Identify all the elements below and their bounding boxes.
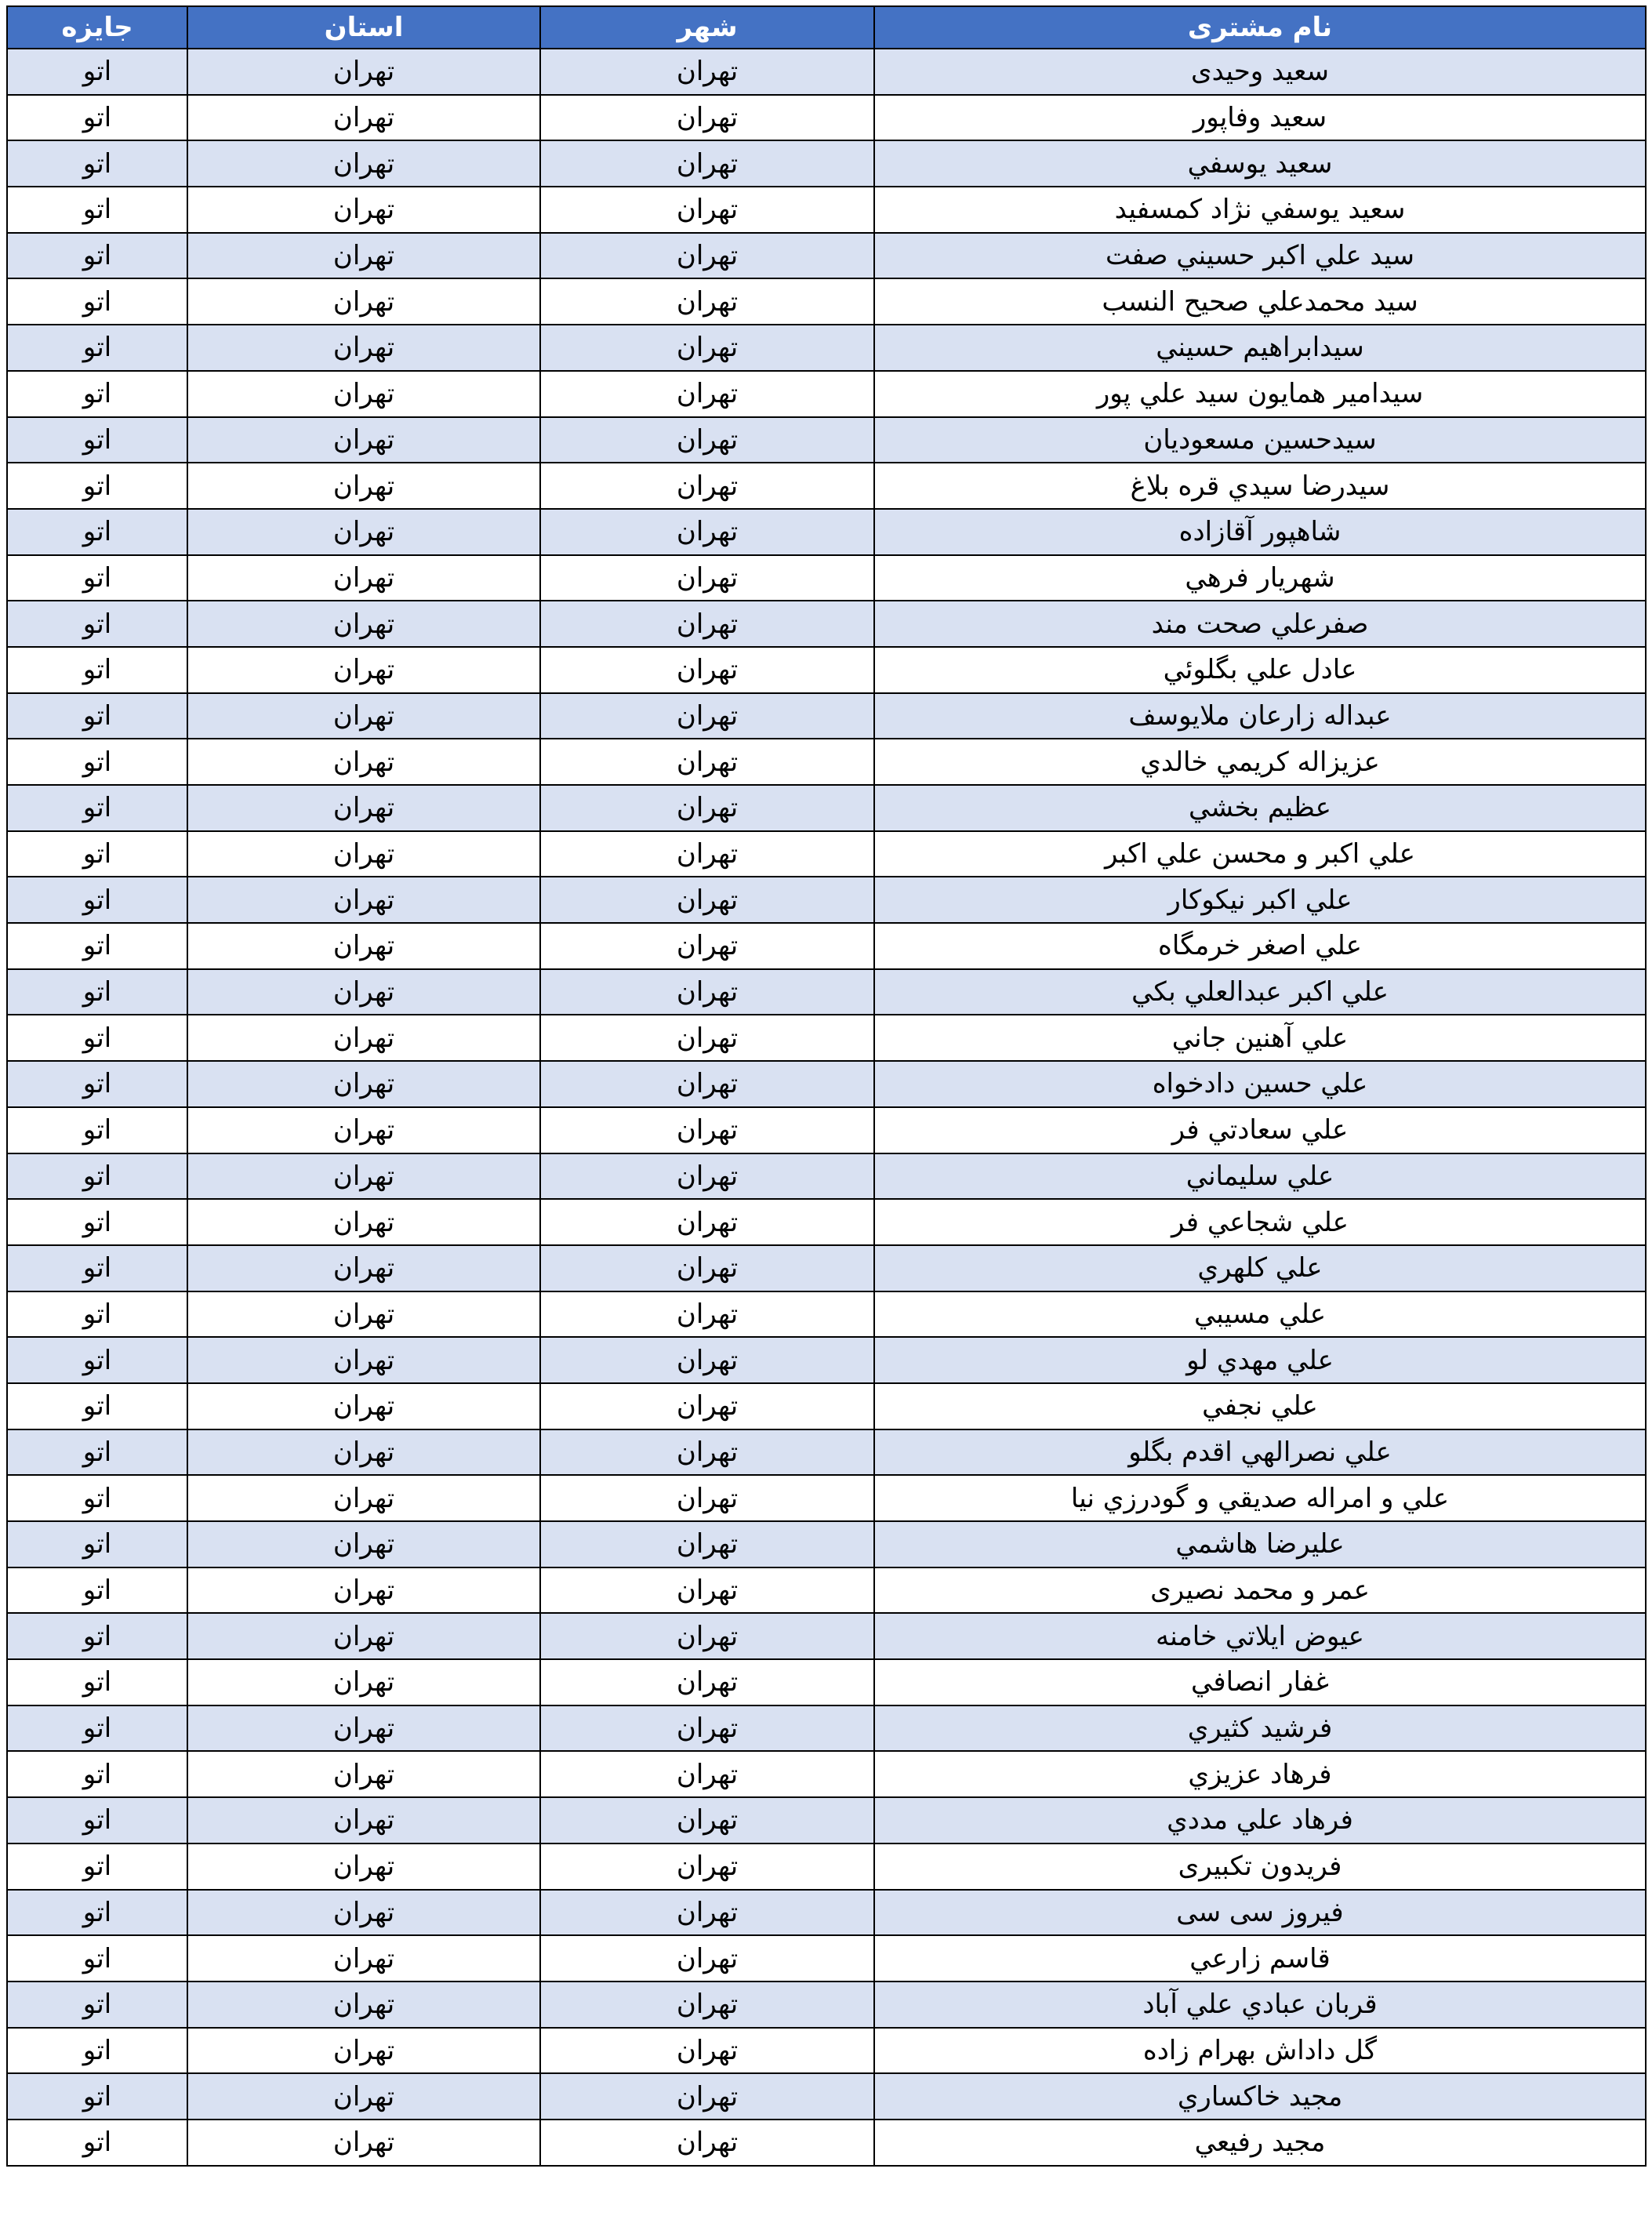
cell-city[interactable]: تهران [540, 1061, 874, 1107]
cell-province[interactable]: تهران [187, 969, 540, 1015]
cell-city[interactable]: تهران [540, 785, 874, 831]
cell-province[interactable]: تهران [187, 1659, 540, 1705]
cell-prize[interactable]: اتو [7, 140, 187, 187]
cell-province[interactable]: تهران [187, 693, 540, 739]
cell-city[interactable]: تهران [540, 1429, 874, 1476]
cell-prize[interactable]: اتو [7, 1982, 187, 2028]
cell-prize[interactable]: اتو [7, 371, 187, 417]
cell-prize[interactable]: اتو [7, 1291, 187, 1338]
cell-province[interactable]: تهران [187, 1475, 540, 1521]
cell-customer-name[interactable]: علي سعادتي فر [874, 1107, 1646, 1153]
header-row [7, 6, 1646, 49]
cell-customer-name[interactable]: علي و امراله صديقي و گودرزي نيا [874, 1475, 1646, 1521]
table-row [7, 1061, 1646, 1107]
cell-province[interactable]: تهران [187, 1429, 540, 1476]
cell-customer-name[interactable]: علي نصرالهي اقدم بگلو [874, 1429, 1646, 1476]
cell-province[interactable]: تهران [187, 923, 540, 969]
cell-prize[interactable]: اتو [7, 1383, 187, 1429]
cell-prize[interactable]: اتو [7, 923, 187, 969]
cell-prize[interactable]: اتو [7, 831, 187, 877]
cell-province[interactable]: تهران [187, 1245, 540, 1291]
cell-city[interactable]: تهران [540, 1797, 874, 1844]
cell-city[interactable]: تهران [540, 1705, 874, 1752]
table-row [7, 325, 1646, 371]
cell-province[interactable]: تهران [187, 1291, 540, 1338]
cell-prize[interactable]: اتو [7, 278, 187, 325]
cell-city[interactable]: تهران [540, 417, 874, 463]
cell-customer-name[interactable]: عزيزاله کريمي خالدي [874, 739, 1646, 785]
cell-customer-name[interactable]: عبداله زارعان ملايوسف [874, 693, 1646, 739]
cell-province[interactable]: تهران [187, 1337, 540, 1383]
table-row [7, 1705, 1646, 1752]
header-prize[interactable]: جایزه [7, 6, 187, 49]
cell-city[interactable]: تهران [540, 969, 874, 1015]
table-row [7, 1844, 1646, 1890]
cell-city[interactable]: تهران [540, 325, 874, 371]
cell-city[interactable]: تهران [540, 1521, 874, 1567]
cell-prize[interactable]: اتو [7, 2073, 187, 2120]
table-row [7, 1475, 1646, 1521]
cell-customer-name[interactable]: سيد محمدعلي صحيح النسب [874, 278, 1646, 325]
cell-province[interactable]: تهران [187, 555, 540, 601]
cell-customer-name[interactable]: علي نجفي [874, 1383, 1646, 1429]
cell-city[interactable]: تهران [540, 509, 874, 555]
cell-prize[interactable]: اتو [7, 1475, 187, 1521]
table-row [7, 1015, 1646, 1061]
cell-province[interactable]: تهران [187, 1521, 540, 1567]
table-row [7, 417, 1646, 463]
cell-prize[interactable]: اتو [7, 509, 187, 555]
cell-customer-name[interactable]: علي کلهري [874, 1245, 1646, 1291]
table-row [7, 785, 1646, 831]
prize-table [6, 5, 1647, 2167]
cell-province[interactable]: تهران [187, 785, 540, 831]
cell-city[interactable]: تهران [540, 555, 874, 601]
cell-prize[interactable]: اتو [7, 877, 187, 923]
table-row [7, 693, 1646, 739]
cell-customer-name[interactable]: فرهاد علي مددي [874, 1797, 1646, 1844]
cell-prize[interactable]: اتو [7, 463, 187, 509]
cell-customer-name[interactable]: سيد علي اکبر حسيني صفت [874, 233, 1646, 279]
table-row [7, 509, 1646, 555]
cell-province[interactable]: تهران [187, 1383, 540, 1429]
cell-prize[interactable]: اتو [7, 1337, 187, 1383]
cell-city[interactable]: تهران [540, 1890, 874, 1936]
cell-customer-name[interactable]: عادل علي بگلوئي [874, 647, 1646, 693]
cell-province[interactable]: تهران [187, 1797, 540, 1844]
cell-province[interactable]: تهران [187, 1982, 540, 2028]
cell-province[interactable]: تهران [187, 1199, 540, 1245]
cell-prize[interactable]: اتو [7, 1751, 187, 1797]
table-row [7, 2120, 1646, 2166]
cell-customer-name[interactable]: قربان عبادي علي آباد [874, 1982, 1646, 2028]
cell-province[interactable]: تهران [187, 1751, 540, 1797]
cell-prize[interactable]: اتو [7, 739, 187, 785]
cell-customer-name[interactable]: شاهپور آقازاده [874, 509, 1646, 555]
table-row [7, 1245, 1646, 1291]
cell-prize[interactable]: اتو [7, 601, 187, 647]
cell-prize[interactable]: اتو [7, 555, 187, 601]
cell-city[interactable]: تهران [540, 1245, 874, 1291]
cell-province[interactable]: تهران [187, 1844, 540, 1890]
cell-city[interactable]: تهران [540, 877, 874, 923]
table-row [7, 1613, 1646, 1659]
cell-customer-name[interactable]: گل داداش بهرام زاده [874, 2028, 1646, 2074]
cell-city[interactable]: تهران [540, 2073, 874, 2120]
cell-customer-name[interactable]: فيروز سی سی [874, 1890, 1646, 1936]
cell-customer-name[interactable]: علي آهنين جاني [874, 1015, 1646, 1061]
cell-customer-name[interactable]: علي اکبر و محسن علي اکبر [874, 831, 1646, 877]
cell-customer-name[interactable]: شهريار فرهي [874, 555, 1646, 601]
cell-prize[interactable]: اتو [7, 1245, 187, 1291]
cell-province[interactable]: تهران [187, 1935, 540, 1982]
cell-province[interactable]: تهران [187, 2120, 540, 2166]
table-row [7, 1521, 1646, 1567]
cell-prize[interactable]: اتو [7, 1613, 187, 1659]
table-row [7, 2073, 1646, 2120]
cell-city[interactable]: تهران [540, 1337, 874, 1383]
cell-prize[interactable]: اتو [7, 187, 187, 233]
cell-province[interactable]: تهران [187, 1567, 540, 1614]
header-city[interactable]: شهر [540, 6, 874, 49]
table-row [7, 1429, 1646, 1476]
table-row [7, 1935, 1646, 1982]
cell-prize[interactable]: اتو [7, 2120, 187, 2166]
cell-city[interactable]: تهران [540, 233, 874, 279]
cell-prize[interactable]: اتو [7, 1659, 187, 1705]
cell-customer-name[interactable]: فريدون تکبيری [874, 1844, 1646, 1890]
cell-customer-name[interactable]: سيدابراهيم حسيني [874, 325, 1646, 371]
cell-prize[interactable]: اتو [7, 1107, 187, 1153]
table-row [7, 49, 1646, 95]
table-row [7, 463, 1646, 509]
cell-province[interactable]: تهران [187, 278, 540, 325]
cell-province[interactable]: تهران [187, 1107, 540, 1153]
cell-city[interactable]: تهران [540, 2120, 874, 2166]
table-row [7, 2028, 1646, 2074]
cell-customer-name[interactable]: فرشيد کثيري [874, 1705, 1646, 1752]
cell-customer-name[interactable]: سيدحسين مسعوديان [874, 417, 1646, 463]
cell-customer-name[interactable]: علي مهدي لو [874, 1337, 1646, 1383]
cell-city[interactable]: تهران [540, 739, 874, 785]
cell-city[interactable]: تهران [540, 1107, 874, 1153]
cell-prize[interactable]: اتو [7, 1844, 187, 1890]
cell-customer-name[interactable]: عظيم بخشي [874, 785, 1646, 831]
cell-province[interactable]: تهران [187, 877, 540, 923]
cell-prize[interactable]: اتو [7, 785, 187, 831]
cell-city[interactable]: تهران [540, 601, 874, 647]
table-row [7, 601, 1646, 647]
cell-prize[interactable]: اتو [7, 1061, 187, 1107]
cell-city[interactable]: تهران [540, 1291, 874, 1338]
cell-prize[interactable]: اتو [7, 2028, 187, 2074]
cell-province[interactable]: تهران [187, 417, 540, 463]
cell-province[interactable]: تهران [187, 1890, 540, 1936]
cell-prize[interactable]: اتو [7, 1935, 187, 1982]
cell-province[interactable]: تهران [187, 187, 540, 233]
cell-province[interactable]: تهران [187, 1705, 540, 1752]
cell-prize[interactable]: اتو [7, 1890, 187, 1936]
cell-customer-name[interactable]: مجيد رفيعي [874, 2120, 1646, 2166]
cell-customer-name[interactable]: سيدرضا سيدي قره بلاغ [874, 463, 1646, 509]
cell-province[interactable]: تهران [187, 140, 540, 187]
cell-prize[interactable]: اتو [7, 1429, 187, 1476]
table-row [7, 647, 1646, 693]
cell-prize[interactable]: اتو [7, 1705, 187, 1752]
cell-city[interactable]: تهران [540, 1475, 874, 1521]
cell-city[interactable]: تهران [540, 1567, 874, 1614]
cell-customer-name[interactable]: سعيد وحيدی [874, 49, 1646, 95]
table-row [7, 1199, 1646, 1245]
table-row [7, 1567, 1646, 1614]
cell-province[interactable]: تهران [187, 1613, 540, 1659]
cell-city[interactable]: تهران [540, 647, 874, 693]
table-row [7, 278, 1646, 325]
cell-city[interactable]: تهران [540, 1199, 874, 1245]
table-row [7, 877, 1646, 923]
table-row [7, 555, 1646, 601]
cell-province[interactable]: تهران [187, 739, 540, 785]
cell-prize[interactable]: اتو [7, 647, 187, 693]
cell-customer-name[interactable]: سعيد يوسفي [874, 140, 1646, 187]
cell-province[interactable]: تهران [187, 95, 540, 141]
cell-customer-name[interactable]: علي حسين دادخواه [874, 1061, 1646, 1107]
cell-customer-name[interactable]: علي شجاعي فر [874, 1199, 1646, 1245]
table-row [7, 1383, 1646, 1429]
cell-city[interactable]: تهران [540, 187, 874, 233]
cell-customer-name[interactable]: علي اکبر نيکوکار [874, 877, 1646, 923]
table-row [7, 95, 1646, 141]
cell-prize[interactable]: اتو [7, 417, 187, 463]
table-row [7, 1890, 1646, 1936]
cell-city[interactable]: تهران [540, 278, 874, 325]
cell-city[interactable]: تهران [540, 49, 874, 95]
cell-city[interactable]: تهران [540, 693, 874, 739]
cell-customer-name[interactable]: سعيد وفاپور [874, 95, 1646, 141]
table-row [7, 233, 1646, 279]
cell-city[interactable]: تهران [540, 1659, 874, 1705]
cell-city[interactable]: تهران [540, 1153, 874, 1200]
cell-city[interactable]: تهران [540, 371, 874, 417]
cell-prize[interactable]: اتو [7, 325, 187, 371]
cell-province[interactable]: تهران [187, 2073, 540, 2120]
cell-province[interactable]: تهران [187, 463, 540, 509]
cell-customer-name[interactable]: عمر و محمد نصيری [874, 1567, 1646, 1614]
cell-customer-name[interactable]: غفار انصافي [874, 1659, 1646, 1705]
table-row [7, 1751, 1646, 1797]
header-province[interactable]: استان [187, 6, 540, 49]
cell-city[interactable]: تهران [540, 1935, 874, 1982]
table-row [7, 1659, 1646, 1705]
table-row [7, 1337, 1646, 1383]
cell-province[interactable]: تهران [187, 831, 540, 877]
cell-city[interactable]: تهران [540, 1015, 874, 1061]
cell-province[interactable]: تهران [187, 233, 540, 279]
cell-customer-name[interactable]: علي اکبر عبدالعلي بکي [874, 969, 1646, 1015]
cell-customer-name[interactable]: علي اصغر خرمگاه [874, 923, 1646, 969]
table-row [7, 1291, 1646, 1338]
table-row [7, 831, 1646, 877]
cell-customer-name[interactable]: صفرعلي صحت مند [874, 601, 1646, 647]
cell-customer-name[interactable]: مجيد خاکساري [874, 2073, 1646, 2120]
cell-customer-name[interactable]: عليرضا هاشمي [874, 1521, 1646, 1567]
cell-prize[interactable]: اتو [7, 1153, 187, 1200]
cell-city[interactable]: تهران [540, 2028, 874, 2074]
cell-prize[interactable]: اتو [7, 233, 187, 279]
cell-city[interactable]: تهران [540, 923, 874, 969]
cell-prize[interactable]: اتو [7, 1199, 187, 1245]
cell-prize[interactable]: اتو [7, 95, 187, 141]
cell-prize[interactable]: اتو [7, 693, 187, 739]
cell-customer-name[interactable]: عيوض ايلاتي خامنه [874, 1613, 1646, 1659]
cell-city[interactable]: تهران [540, 831, 874, 877]
cell-customer-name[interactable]: سيدامير همايون سيد علي پور [874, 371, 1646, 417]
cell-prize[interactable]: اتو [7, 49, 187, 95]
cell-city[interactable]: تهران [540, 140, 874, 187]
header-customer-name[interactable]: نام مشتری [874, 6, 1646, 49]
cell-province[interactable]: تهران [187, 371, 540, 417]
cell-city[interactable]: تهران [540, 463, 874, 509]
cell-city[interactable]: تهران [540, 1982, 874, 2028]
cell-customer-name[interactable]: قاسم زارعي [874, 1935, 1646, 1982]
cell-province[interactable]: تهران [187, 509, 540, 555]
cell-city[interactable]: تهران [540, 95, 874, 141]
cell-province[interactable]: تهران [187, 2028, 540, 2074]
cell-city[interactable]: تهران [540, 1383, 874, 1429]
table-row [7, 1153, 1646, 1200]
cell-province[interactable]: تهران [187, 1153, 540, 1200]
table-row [7, 923, 1646, 969]
cell-city[interactable]: تهران [540, 1751, 874, 1797]
cell-province[interactable]: تهران [187, 601, 540, 647]
table-row [7, 739, 1646, 785]
cell-prize[interactable]: اتو [7, 969, 187, 1015]
cell-prize[interactable]: اتو [7, 1521, 187, 1567]
cell-province[interactable]: تهران [187, 647, 540, 693]
cell-customer-name[interactable]: فرهاد عزيزي [874, 1751, 1646, 1797]
cell-prize[interactable]: اتو [7, 1567, 187, 1614]
cell-province[interactable]: تهران [187, 1015, 540, 1061]
table-row [7, 140, 1646, 187]
table-body [7, 49, 1646, 2166]
table-row [7, 1107, 1646, 1153]
cell-province[interactable]: تهران [187, 1061, 540, 1107]
cell-customer-name[interactable]: سعيد يوسفي نژاد کمسفيد [874, 187, 1646, 233]
table-row [7, 187, 1646, 233]
cell-customer-name[interactable]: علي مسيبي [874, 1291, 1646, 1338]
cell-prize[interactable]: اتو [7, 1797, 187, 1844]
table-row [7, 1797, 1646, 1844]
table-row [7, 1982, 1646, 2028]
cell-customer-name[interactable]: علي سليماني [874, 1153, 1646, 1200]
cell-province[interactable]: تهران [187, 49, 540, 95]
table-row [7, 371, 1646, 417]
cell-province[interactable]: تهران [187, 325, 540, 371]
cell-prize[interactable]: اتو [7, 1015, 187, 1061]
table-row [7, 969, 1646, 1015]
cell-city[interactable]: تهران [540, 1844, 874, 1890]
cell-city[interactable]: تهران [540, 1613, 874, 1659]
